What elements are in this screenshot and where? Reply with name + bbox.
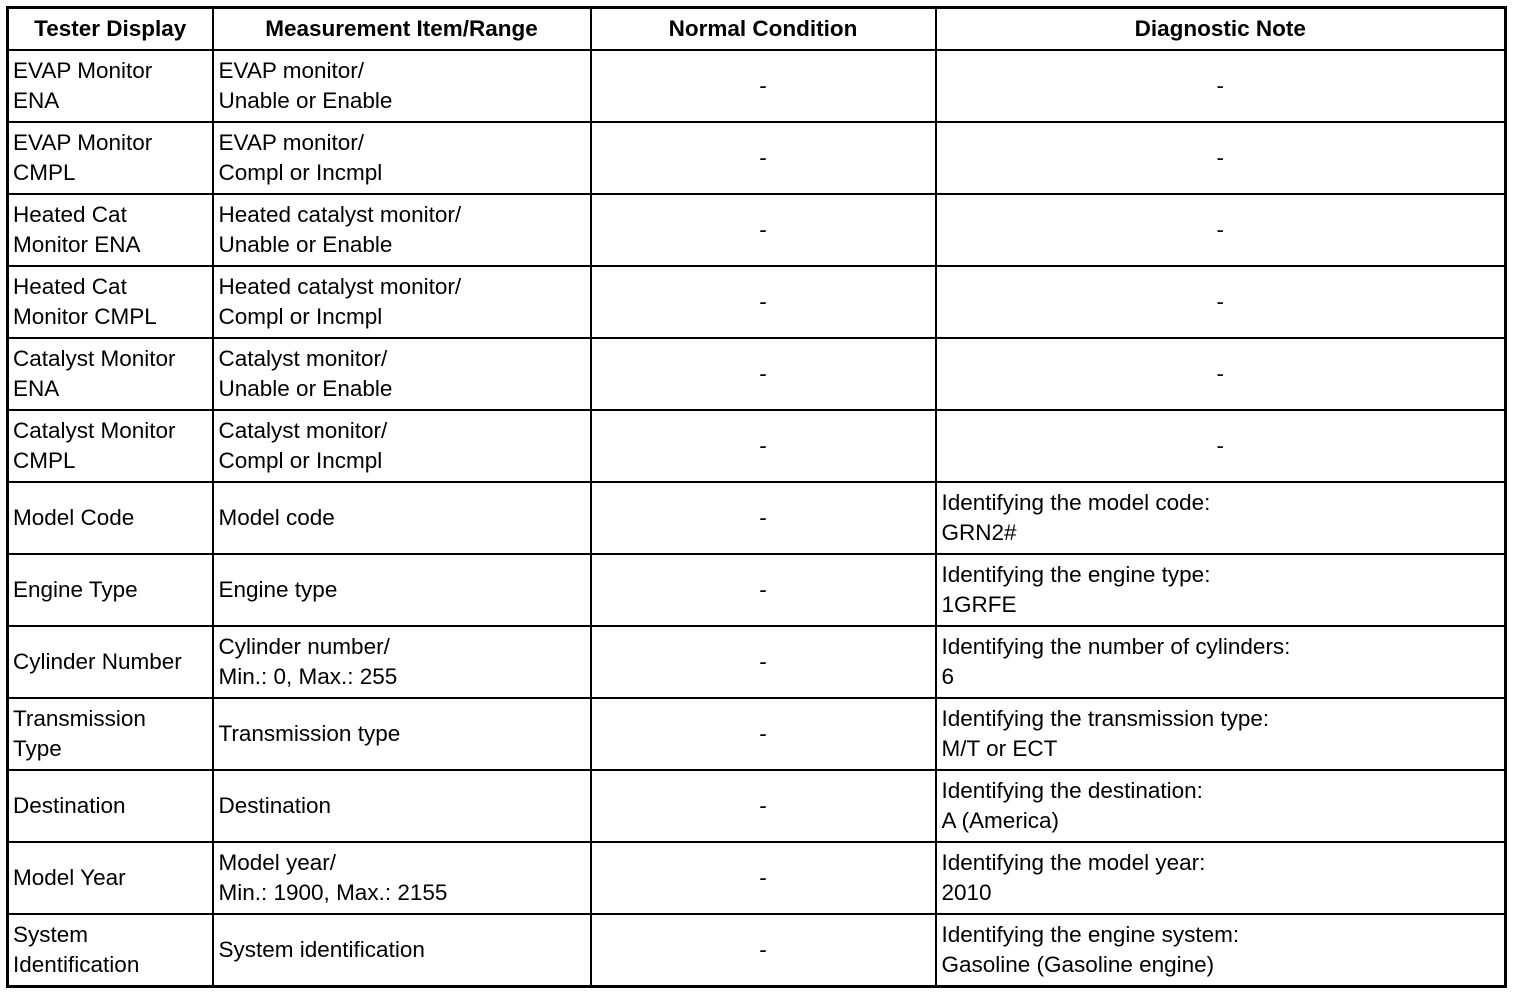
measurement-cell (213, 338, 591, 410)
tester-display-cell-line: EVAP Monitor (13, 58, 153, 83)
table-row (8, 194, 1506, 266)
tester-display-cell (8, 698, 213, 770)
tester-display-cell (8, 410, 213, 482)
tester-display-cell-line: Identification (13, 952, 140, 977)
tester-display-cell-line: Heated Cat (13, 274, 127, 299)
measurement-cell-line: Cylinder number/ (218, 634, 390, 659)
table-row (8, 122, 1506, 194)
measurement-cell-line: Unable or Enable (218, 376, 393, 401)
tester-display-cell (8, 194, 213, 266)
diagnostic-note-cell (936, 266, 1506, 338)
measurement-cell (213, 554, 591, 626)
header-measurement-item-range: Measurement Item/Range (213, 8, 591, 51)
header-diagnostic-note: Diagnostic Note (936, 8, 1506, 51)
normal-condition-cell: - (591, 482, 936, 554)
normal-condition-cell: - (591, 50, 936, 122)
tester-display-cell (8, 122, 213, 194)
table-row (8, 842, 1506, 914)
normal-condition-cell: - (591, 554, 936, 626)
diagnostic-note-cell-line: Identifying the model year: (941, 850, 1206, 875)
diagnostic-note-cell-line: - (1216, 433, 1224, 458)
table-row (8, 914, 1506, 987)
tester-display-cell (8, 842, 213, 914)
measurement-cell (213, 914, 591, 987)
tester-display-cell-line: ENA (13, 88, 60, 113)
measurement-cell-line: Min.: 1900, Max.: 2155 (218, 880, 448, 905)
tester-display-cell-line: Catalyst Monitor (13, 418, 176, 443)
table-row (8, 266, 1506, 338)
diagnostic-note-cell-line: - (1216, 361, 1224, 386)
diagnostic-note-cell-line: Identifying the engine system: (941, 922, 1240, 947)
tester-display-cell-line: Type (13, 736, 62, 761)
table-row (8, 626, 1506, 698)
normal-condition-cell: - (591, 122, 936, 194)
measurement-cell-line: Unable or Enable (218, 88, 393, 113)
diagnostic-note-cell-line: 2010 (941, 880, 992, 905)
diagnostic-note-cell-line: Identifying the number of cylinders: (941, 634, 1291, 659)
diagnostic-note-cell-line: - (1216, 73, 1224, 98)
table-row (8, 410, 1506, 482)
tester-display-cell-line: Engine Type (13, 577, 138, 602)
diagnostic-note-cell (936, 914, 1506, 987)
normal-condition-cell: - (591, 410, 936, 482)
measurement-cell (213, 842, 591, 914)
measurement-cell-line: Min.: 0, Max.: 255 (218, 664, 398, 689)
measurement-cell-line: Heated catalyst monitor/ (218, 202, 462, 227)
diagnostic-note-cell-line: Identifying the destination: (941, 778, 1203, 803)
tester-display-cell-line: Heated Cat (13, 202, 127, 227)
tester-display-cell-line: CMPL (13, 448, 76, 473)
diagnostic-note-cell (936, 410, 1506, 482)
tester-display-cell (8, 338, 213, 410)
diagnostic-note-cell-line: - (1216, 145, 1224, 170)
diagnostic-note-cell (936, 50, 1506, 122)
tester-display-cell-line: System (13, 922, 89, 947)
tester-display-cell-line: CMPL (13, 160, 76, 185)
table-row (8, 482, 1506, 554)
measurement-cell (213, 770, 591, 842)
normal-condition-cell: - (591, 266, 936, 338)
normal-condition-cell: - (591, 770, 936, 842)
tester-display-cell-line: EVAP Monitor (13, 130, 153, 155)
measurement-cell-line: Transmission type (218, 721, 401, 746)
diagnostic-note-cell (936, 482, 1506, 554)
measurement-cell (213, 50, 591, 122)
header-tester-display: Tester Display (8, 8, 213, 51)
diagnostic-note-cell-line: A (America) (941, 808, 1060, 833)
measurement-cell-line: Compl or Incmpl (218, 304, 383, 329)
diagnostic-note-cell (936, 122, 1506, 194)
tester-display-cell-line: Transmission (13, 706, 146, 731)
tester-display-cell-line: Monitor ENA (13, 232, 141, 257)
measurement-cell-line: Heated catalyst monitor/ (218, 274, 462, 299)
diagnostic-note-cell-line: M/T or ECT (941, 736, 1058, 761)
tester-display-cell (8, 266, 213, 338)
diagnostic-note-cell (936, 194, 1506, 266)
diagnostic-note-cell-line: Identifying the transmission type: (941, 706, 1270, 731)
table-header-row (8, 8, 1506, 51)
diagnostic-note-cell-line: - (1216, 217, 1224, 242)
measurement-cell (213, 266, 591, 338)
tester-display-cell-line: Cylinder Number (13, 649, 182, 674)
measurement-cell-line: Destination (218, 793, 332, 818)
tester-display-cell (8, 626, 213, 698)
diagnostic-note-cell (936, 842, 1506, 914)
diagnostic-note-cell-line: Identifying the model code: (941, 490, 1211, 515)
diagnostic-note-cell (936, 338, 1506, 410)
table-body (8, 50, 1506, 987)
normal-condition-cell: - (591, 194, 936, 266)
measurement-cell-line: Compl or Incmpl (218, 448, 383, 473)
diagnostic-note-cell (936, 626, 1506, 698)
tester-display-cell (8, 482, 213, 554)
normal-condition-cell: - (591, 842, 936, 914)
table-row (8, 554, 1506, 626)
tester-display-cell-line: Model Year (13, 865, 126, 890)
measurement-cell (213, 122, 591, 194)
measurement-cell (213, 194, 591, 266)
normal-condition-cell: - (591, 338, 936, 410)
normal-condition-cell: - (591, 698, 936, 770)
table-row (8, 338, 1506, 410)
diagnostic-note-cell-line: 1GRFE (941, 592, 1017, 617)
measurement-cell (213, 698, 591, 770)
measurement-cell-line: Model year/ (218, 850, 337, 875)
tester-display-cell (8, 50, 213, 122)
diagnostic-note-cell-line: GRN2# (941, 520, 1017, 545)
diagnostic-note-cell (936, 698, 1506, 770)
measurement-cell-line: EVAP monitor/ (218, 130, 364, 155)
measurement-cell-line: Catalyst monitor/ (218, 418, 388, 443)
diagnostic-note-cell-line: Gasoline (Gasoline engine) (941, 952, 1215, 977)
measurement-cell-line: Catalyst monitor/ (218, 346, 388, 371)
table-row (8, 698, 1506, 770)
tester-display-cell-line: Monitor CMPL (13, 304, 157, 329)
tester-display-cell (8, 914, 213, 987)
measurement-cell-line: EVAP monitor/ (218, 58, 364, 83)
measurement-cell (213, 410, 591, 482)
diagnostic-note-cell-line: Identifying the engine type: (941, 562, 1211, 587)
diagnostic-note-cell-line: - (1216, 289, 1224, 314)
tester-display-cell-line: Model Code (13, 505, 135, 530)
tester-display-cell (8, 770, 213, 842)
measurement-cell-line: Compl or Incmpl (218, 160, 383, 185)
measurement-cell-line: System identification (218, 937, 425, 962)
tester-display-cell-line: Catalyst Monitor (13, 346, 176, 371)
table-row (8, 770, 1506, 842)
tester-display-cell-line: ENA (13, 376, 60, 401)
measurement-cell-line: Engine type (218, 577, 338, 602)
header-normal-condition: Normal Condition (591, 8, 936, 51)
diagnostic-note-cell (936, 770, 1506, 842)
table-row (8, 50, 1506, 122)
data-list-table (6, 6, 1507, 988)
measurement-cell-line: Model code (218, 505, 335, 530)
measurement-cell (213, 482, 591, 554)
tester-display-cell-line: Destination (13, 793, 126, 818)
measurement-cell (213, 626, 591, 698)
measurement-cell-line: Unable or Enable (218, 232, 393, 257)
diagnostic-note-cell (936, 554, 1506, 626)
normal-condition-cell: - (591, 626, 936, 698)
tester-display-cell (8, 554, 213, 626)
diagnostic-note-cell-line: 6 (941, 664, 955, 689)
normal-condition-cell: - (591, 914, 936, 987)
